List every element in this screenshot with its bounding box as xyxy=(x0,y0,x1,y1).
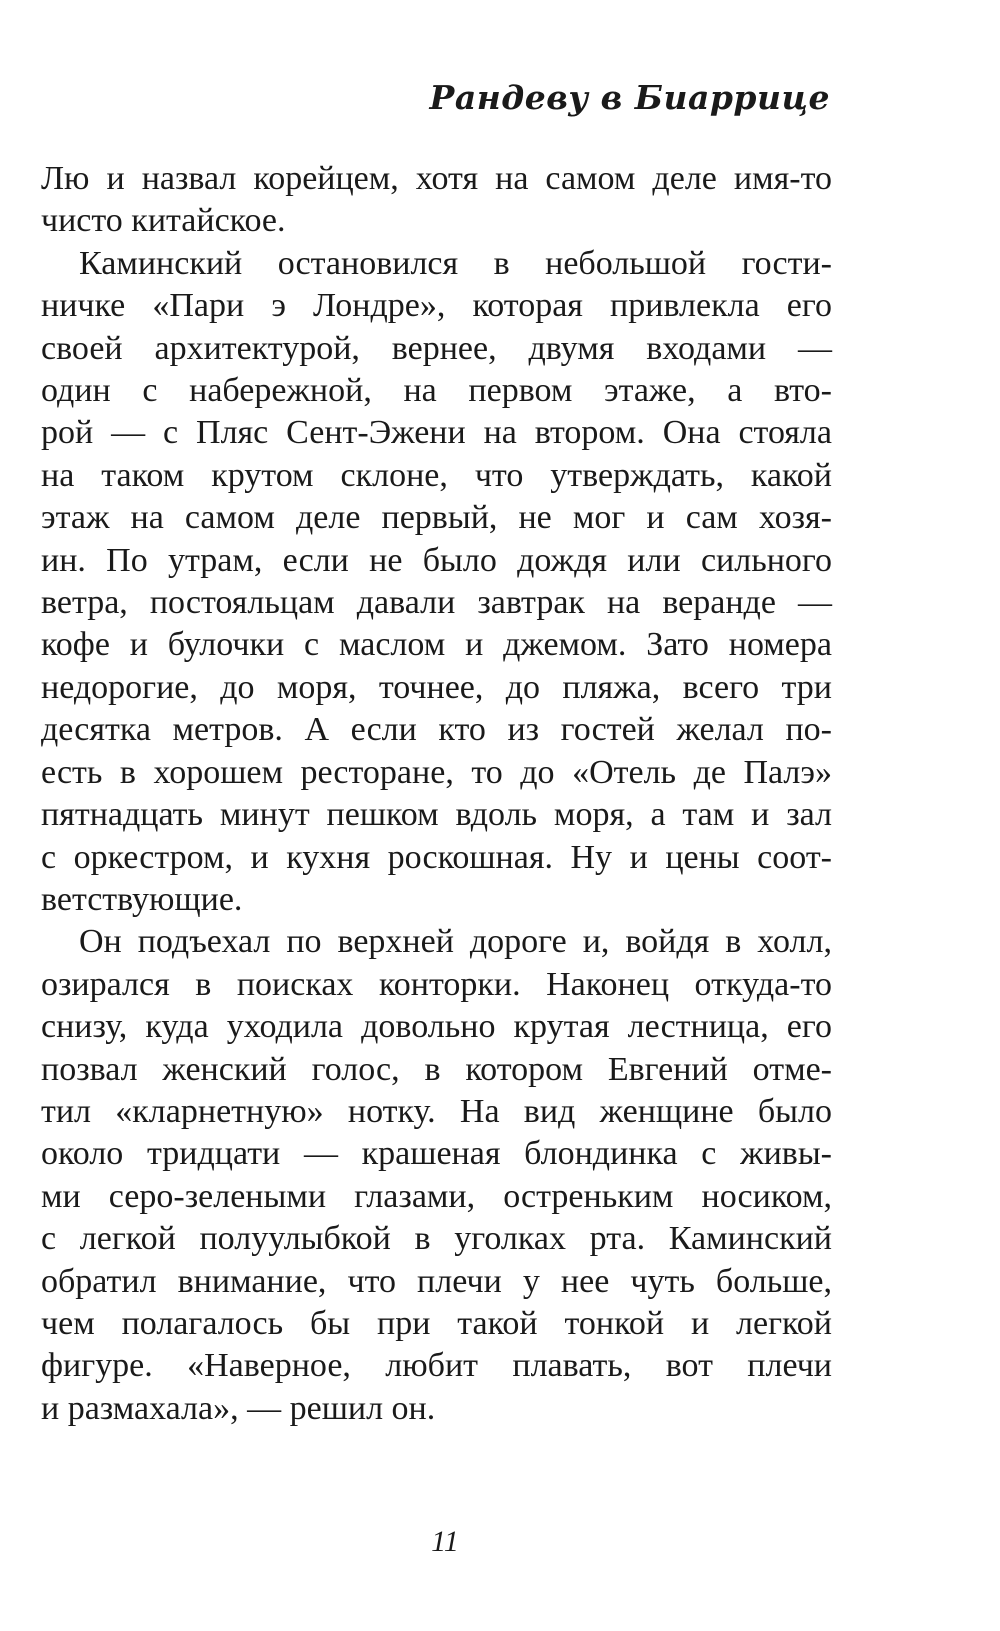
text-line: своей архитектурой, вернее, двумя входами — xyxy=(41,329,832,367)
text-line: пятнадцать минут пешком вдоль моря, а там и зал xyxy=(41,796,832,834)
text-line: снизу, куда уходила довольно крутая лестница, его xyxy=(41,1008,832,1046)
text-line: с легкой полуулыбкой в уголках рта. Каминский xyxy=(41,1220,832,1258)
text-line: ми серо-зелеными глазами, остреньким носиком, xyxy=(41,1177,832,1215)
text-line: тил «кларнетную» нотку. На вид женщине было xyxy=(41,1092,832,1130)
text-line: с оркестром, и кухня роскошная. Ну и цены соот- xyxy=(41,838,832,876)
text-line: этаж на самом деле первый, не мог и сам хозя- xyxy=(41,499,832,537)
text-line: Каминский остановился в небольшой гости- xyxy=(79,244,832,282)
text-line: рой — с Пляс Сент-Эжени на втором. Она стояла xyxy=(41,414,832,452)
text-line: один с набережной, на первом этаже, а вто- xyxy=(41,372,832,410)
text-line: Лю и назвал корейцем, хотя на самом деле имя-то xyxy=(41,160,832,197)
text-line: Он подъехал по верхней дороге и, войдя в холл, xyxy=(79,923,832,961)
text-line: ин. По утрам, если не было дождя или сильного xyxy=(41,541,832,579)
text-line: на таком крутом склоне, что утверждать, какой xyxy=(41,456,832,494)
text-line: озирался в поисках конторки. Наконец откуда-то xyxy=(41,965,832,1003)
paragraph xyxy=(41,921,832,1430)
body-text xyxy=(41,158,832,1430)
text-line: есть в хорошем ресторане, то до «Отель де Палэ» xyxy=(41,753,832,791)
text-line: недорогие, до моря, точнее, до пляжа, всего три xyxy=(41,668,832,706)
page-number: 11 xyxy=(431,1525,459,1558)
text-line: ветра, постояльцам давали завтрак на веранде — xyxy=(41,584,832,622)
text-line: ничке «Пари э Лондре», которая привлекла его xyxy=(41,287,832,325)
paragraph xyxy=(41,158,832,243)
text-line: кофе и булочки с маслом и джемом. Зато номера xyxy=(41,626,832,664)
text-line: около тридцати — крашеная блондинка с живы- xyxy=(41,1135,832,1173)
text-line: ветствующие. xyxy=(41,880,243,918)
text-line: и размахала», — решил он. xyxy=(41,1389,436,1427)
running-head: Рандеву в Биаррице xyxy=(429,78,830,117)
text-line: обратил внимание, что плечи у нее чуть больше, xyxy=(41,1262,832,1300)
text-line: чисто китайское. xyxy=(41,202,286,240)
text-line: десятка метров. А если кто из гостей желал по- xyxy=(41,711,832,749)
text-line: фигуре. «Наверное, любит плавать, вот плечи xyxy=(41,1347,832,1385)
paragraph xyxy=(41,243,832,922)
text-line: чем полагалось бы при такой тонкой и легкой xyxy=(41,1304,832,1342)
text-line: позвал женский голос, в котором Евгений отме- xyxy=(41,1050,832,1088)
